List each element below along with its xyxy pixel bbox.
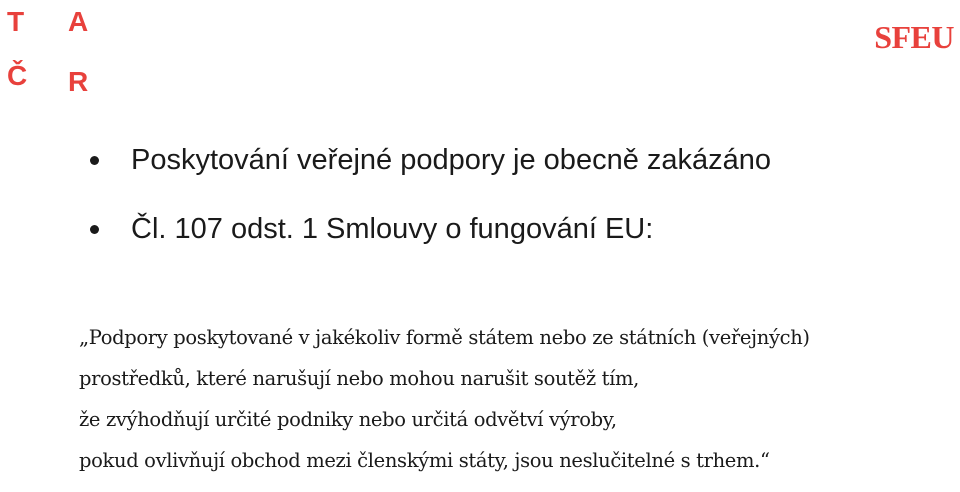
bullet-text: Čl. 107 odst. 1 Smlouvy o fungování EU: xyxy=(131,213,654,245)
bullet-dot-icon xyxy=(90,225,99,234)
bullet-dot-icon xyxy=(90,156,99,165)
logo-letter-r: R xyxy=(68,66,89,97)
logo-letter-t: T xyxy=(7,6,25,37)
bullet-list xyxy=(90,140,771,249)
quote-line: že zvýhodňují určité podniky nebo určitá odvětví výroby, xyxy=(79,408,617,431)
legal-quote xyxy=(79,328,810,492)
logo-letter-a: A xyxy=(68,6,89,37)
corner-title: SFEU xyxy=(874,19,954,55)
tacr-logo xyxy=(0,0,100,100)
quote-line: prostředků, které narušují nebo mohou narušit soutěž tím, xyxy=(79,367,639,390)
bullet-text: Poskytování veřejné podpory je obecně zakázáno xyxy=(131,144,772,176)
bullet-item xyxy=(90,209,771,249)
quote-line: „Podpory poskytované v jakékoliv formě státem nebo ze státních (veřejných) xyxy=(79,326,810,349)
logo-letter-c: Č xyxy=(7,60,28,91)
bullet-item xyxy=(90,140,771,180)
quote-line: pokud ovlivňují obchod mezi členskými státy, jsou neslučitelné s trhem.“ xyxy=(79,449,770,472)
